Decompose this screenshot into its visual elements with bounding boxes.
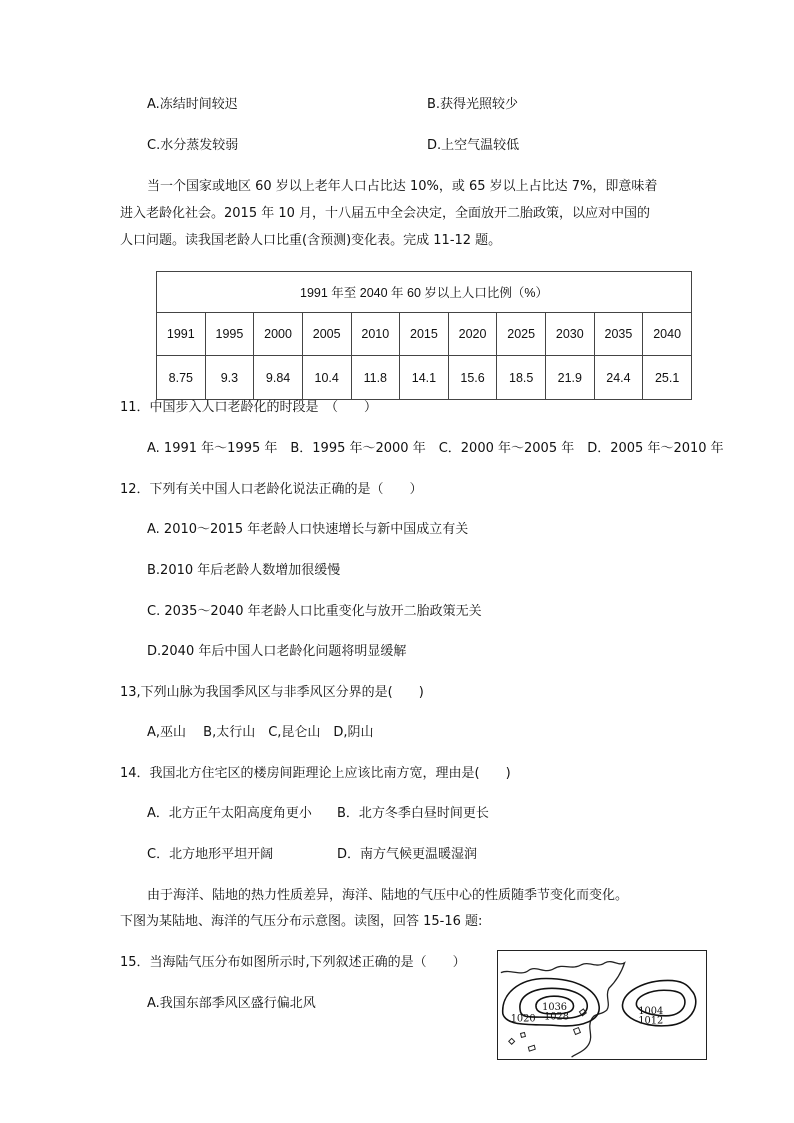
- question-11-options: A. 1991 年～1995 年 B．1995 年～2000 年 C．2000 年～2005 年 D．2005 年～2010 年: [147, 441, 724, 456]
- option-d: D.上空气温较低: [427, 138, 520, 153]
- year-cell: 2040: [643, 313, 692, 356]
- table-title: 1991 年至 2040 年 60 岁以上人口比例（%）: [157, 272, 692, 313]
- island: [521, 1032, 526, 1037]
- population-ratio-table: [156, 271, 692, 400]
- year-cell: 2005: [302, 313, 351, 356]
- option-a: A.冻结时间较迟: [147, 97, 238, 112]
- question-14-option-d: D．南方气候更温暖湿润: [337, 847, 478, 862]
- pressure-label: 1004: [638, 1005, 664, 1017]
- pressure-map-figure: [497, 950, 707, 1060]
- value-cell: 21.9: [546, 356, 595, 400]
- value-cell: 9.3: [205, 356, 254, 400]
- option-b: B.获得光照较少: [427, 97, 519, 112]
- option-c: C.水分蒸发较弱: [147, 138, 239, 153]
- year-cell: 2030: [546, 313, 595, 356]
- island: [574, 1028, 581, 1035]
- value-cell: 14.1: [400, 356, 449, 400]
- pressure-label: 1036: [542, 1001, 568, 1013]
- value-cell: 18.5: [497, 356, 546, 400]
- island: [509, 1038, 515, 1044]
- year-cell: 2010: [351, 313, 400, 356]
- value-cell: 24.4: [594, 356, 643, 400]
- intro-paragraph-line: 下图为某陆地、海洋的气压分布示意图。读图，回答 15-16 题:: [120, 914, 483, 929]
- year-cell: 2015: [400, 313, 449, 356]
- question-12-stem: 12．下列有关中国人口老龄化说法正确的是（ ）: [120, 482, 423, 497]
- year-cell: 2025: [497, 313, 546, 356]
- question-14-option-b: B．北方冬季白昼时间更长: [337, 806, 489, 821]
- value-cell: 9.84: [254, 356, 303, 400]
- year-cell: 1995: [205, 313, 254, 356]
- pressure-label: 1028: [544, 1011, 570, 1023]
- intro-paragraph-line: 当一个国家或地区 60 岁以上老年人口占比达 10%，或 65 岁以上占比达 7%，即意味着: [147, 179, 658, 194]
- intro-paragraph-line: 进入老龄化社会。2015 年 10 月，十八届五中全会决定，全面放开二胎政策，以应对中国的: [120, 206, 651, 221]
- value-cell: 15.6: [448, 356, 497, 400]
- question-12-option-c: C. 2035～2040 年老龄人口比重变化与放开二胎政策无关: [147, 604, 482, 619]
- intro-paragraph-line: 人口问题。读我国老龄人口比重(含预测)变化表。完成 11-12 题。: [120, 233, 502, 248]
- pressure-map-svg: [498, 951, 706, 1059]
- value-cell: 10.4: [302, 356, 351, 400]
- question-12-option-b: B.2010 年后老龄人数增加很缓慢: [147, 563, 341, 578]
- intro-paragraph-line: 由于海洋、陆地的热力性质差异，海洋、陆地的气压中心的性质随季节变化而变化。: [147, 888, 629, 903]
- year-cell: 2000: [254, 313, 303, 356]
- pressure-label: 1012: [638, 1015, 664, 1027]
- year-cell: 2020: [448, 313, 497, 356]
- question-13-stem: 13,下列山脉为我国季风区与非季风区分界的是( ): [120, 685, 424, 700]
- year-cell: 1991: [157, 313, 206, 356]
- table-row-values: [157, 356, 692, 400]
- value-cell: 11.8: [351, 356, 400, 400]
- year-cell: 2035: [594, 313, 643, 356]
- value-cell: 8.75: [157, 356, 206, 400]
- question-15-option-a: A.我国东部季风区盛行偏北风: [147, 996, 316, 1011]
- question-15-stem: 15．当海陆气压分布如图所示时,下列叙述正确的是（ ）: [120, 955, 466, 970]
- question-14-stem: 14．我国北方住宅区的楼房间距理论上应该比南方宽，理由是( ): [120, 766, 511, 781]
- question-13-options: A,巫山 B,太行山 C,昆仑山 D,阴山: [147, 725, 374, 740]
- island: [528, 1045, 535, 1051]
- pressure-label: 1020: [510, 1013, 536, 1025]
- question-14-option-a: A．北方正午太阳高度角更小: [147, 806, 312, 821]
- question-14-option-c: C．北方地形平坦开阔: [147, 847, 274, 862]
- question-11-stem: 11．中国步入人口老龄化的时段是 （ ）: [120, 400, 378, 415]
- table-row-years: [157, 313, 692, 356]
- question-12-option-a: A. 2010～2015 年老龄人口快速增长与新中国成立有关: [147, 522, 469, 537]
- value-cell: 25.1: [643, 356, 692, 400]
- question-12-option-d: D.2040 年后中国人口老龄化问题将明显缓解: [147, 644, 407, 659]
